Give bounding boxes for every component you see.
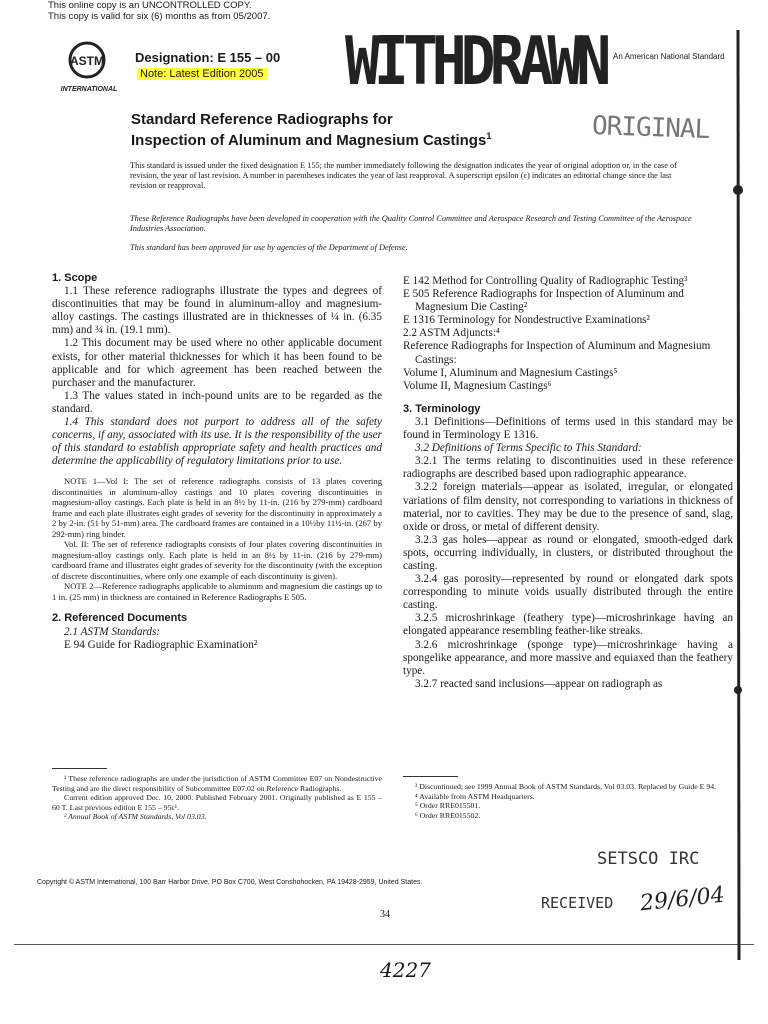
section-1-4: 1.4 This standard does not purport to address all of the safety concerns, if any, associated with its use. It is the responsibility of the user of this standard to establish appropriate safety and health practices and determine the applicability of regulatory limitations prior to use. [52,416,382,468]
withdrawn-stamp: WITHDRAWN [345,22,606,101]
section-3-2-3: 3.2.3 gas holes—appear as round or elongated, smooth-edged dark spots, occurring individually, in clusters, or distributed throughout the casting. [403,533,733,572]
ref-e1316: E 1316 Terminology for Nondestructive Examinations² [403,314,650,327]
received-date: 29/6/04 [638,882,726,917]
right-footnotes [403,782,733,820]
astm-logo [57,38,123,94]
left-column [52,266,382,652]
section-3-2-6: 3.2.6 microshrinkage (sponge type)—microshrinkage having a spongelike appearance, and more massive and equiaxed than the feathery type. [403,638,733,677]
binding-edge [730,30,744,960]
section-2-1: 2.1 ASTM Standards: [64,625,161,638]
left-footnotes [52,774,382,822]
vol-2-note: Vol. II: The set of reference radiographs consists of four plates covering discontinuities in magnesium-alloy castings only. Each plate is held in an 8½ by 11-in. (216 by 279-mm) cardboard frame and illustrates eight grades of severity for the discontinuity (with the exception of discrete discontinuities, where only one example of each discontinuity is given). [52,539,382,581]
footnote-6: ⁶ Order RRE015502. [415,810,481,820]
intro-issue-note: This standard is issued under the fixed designation E 155; the number immediately following the designation indicates the year of original adoption or, in the case of revision, the year of last revision. A number in parentheses indicates the year of last reapproval. A superscript epsilon (ε) indicates an editorial change since the last revision or reapproval. [130,161,677,190]
right-column [403,275,733,691]
section-3-2-1: 3.2.1 The terms relating to discontinuities used in these reference radiographs are described based upon radiographic appearance. [403,455,733,481]
footnote-1: ¹ These reference radiographs are under the jurisdiction of ASTM Committee E07 on Nondestructive Testing and are the direct responsibility of Subcommittee E07.02 on Reference Radiographs. [52,774,382,793]
footnote-3: ³ Discontinued; see 1999 Annual Book of ASTM Standards, Vol 03.03. Replaced by Guide E 94. [415,782,717,791]
bottom-scan-edge [14,944,754,945]
section-3-1: 3.1 Definitions—Definitions of terms used in this standard may be found in Terminology E 1316. [403,415,733,442]
intro-cooperation-note: These Reference Radiographs have been developed in cooperation with the Quality Control Committee and Aerospace Research and Testing Committee of the Aerospace Industries Association. [130,214,692,233]
designation: Designation: E 155 – 00 [135,50,281,65]
section-1-2: 1.2 This document may be used where no other applicable document exists, for other material thicknesses for which it has been found to be applicable and for which agreement has been reached between the purchaser and the manufacturer. [52,337,382,389]
handwritten-number: 4227 [380,958,431,982]
title-line-2: Inspection of Aluminum and Magnesium Castings [131,132,487,149]
section-3-2-7: 3.2.7 reacted sand inclusions—appear on radiograph as [415,677,663,690]
setsco-stamp: SETSCO IRC [597,849,700,869]
uncontrolled-line-2: This copy is valid for six (6) months as from 05/2007. [48,11,271,22]
scope-heading: 1. Scope [52,272,98,284]
original-stamp: ORIGINAL [591,110,710,146]
footnote-5: ⁵ Order RRE015501. [415,801,481,810]
section-3-2: 3.2 Definitions of Terms Specific to This Standard: [415,442,642,455]
received-stamp: RECEIVED [541,894,614,912]
section-1-1: 1.1 These reference radiographs illustrate the types and degrees of discontinuities that may be found in aluminum-alloy and magnesium-alloy castings. The castings illustrated are in thicknesses of ¼ in. (6.35 mm) and ¾ in. (19.1 mm). [52,285,382,337]
adjunct-vol-1: Volume I, Aluminum and Magnesium Castings⁵ [403,366,618,379]
title-footnote-mark: 1 [486,131,492,141]
left-footnote-rule [52,768,107,769]
adjunct-vol-2: Volume II, Magnesium Castings⁶ [403,379,552,392]
section-3-2-5: 3.2.5 microshrinkage (feathery type)—microshrinkage having an elongated appearance resembling feather-like streaks. [403,612,733,638]
section-1-3: 1.3 The values stated in inch-pound units are to be regarded as the standard. [52,389,382,415]
note-2: NOTE 2—Reference radiographs applicable to aluminum and magnesium die castings up to 1 in. (25 mm) in thickness are contained in Reference Radiographs E 505. [52,581,382,602]
footnote-4: ⁴ Available from ASTM Headquarters. [415,791,535,801]
adjunct-title: Reference Radiographs for Inspection of Aluminum and Magnesium Castings: [403,340,711,366]
ref-e142: E 142 Method for Controlling Quality of Radiographic Testing³ [403,275,688,287]
ref-e505: E 505 Reference Radiographs for Inspection of Aluminum and Magnesium Die Casting² [403,288,684,314]
copyright-line: Copyright © ASTM International, 100 Barr Harbor Drive, PO Box C700, West Conshohocken, PA 19428-2959, United States. [37,879,423,886]
right-footnote-rule [403,776,458,777]
note-1: NOTE 1—Vol I: The set of reference radiographs consists of 13 plates covering discontinuities in aluminum-alloy castings and 10 plates covering discontinuities in magnesium-alloy castings. Each plate is held in an 8½ by 11-in. (216 by 279-mm) cardboard frame and each plate illustrates eight grades of severity for the discontinuity in approximately a 2 by 2-in. (51 by 51-mm) area. The cardboard frames are contained in a 10½by 11½-in. (267 by 292-mm) ring binder. [52,476,382,539]
logo-text: ASTM [70,54,104,68]
ref-e94: E 94 Guide for Radiographic Examination² [64,638,258,651]
document-title [131,111,491,149]
title-line-1: Standard Reference Radiographs for [131,111,393,128]
logo-sub: INTERNATIONAL [60,86,118,93]
uncontrolled-line-1: This online copy is an UNCONTROLLED COPY. [48,0,252,11]
section-3-2-4: 3.2.4 gas porosity—represented by round or elongated dark spots corresponding to minute voids usually distributed through the entire casting. [403,573,733,612]
intro-dod-note: This standard has been approved for use by agencies of the Department of Defense. [130,243,408,252]
footnote-2: ² Annual Book of ASTM Standards, Vol 03.03. [64,812,207,821]
page-number: 34 [380,909,390,920]
section-2-2: 2.2 ASTM Adjuncts:⁴ [403,327,500,340]
national-standard-label: An American National Standard [613,52,725,61]
section-3-2-2: 3.2.2 foreign materials—appear as isolated, irregular, or elongated variations of film density, not corresponding to variations in thickness of material, nor to cavities. They may be due to the presence of sand, slag, oxide or dross, or metal of different density. [403,481,733,533]
footnote-1-edition: Current edition approved Dec. 10, 2000. Published February 2001. Originally published as E 155 – 60 T. Last previous edition E 155 – 95ε¹. [52,793,382,812]
uncontrolled-notice [48,0,270,22]
referenced-documents-heading: 2. Referenced Documents [52,612,188,625]
terminology-heading: 3. Terminology [403,402,481,415]
latest-edition-note: Note: Latest Edition 2005 [137,68,267,80]
